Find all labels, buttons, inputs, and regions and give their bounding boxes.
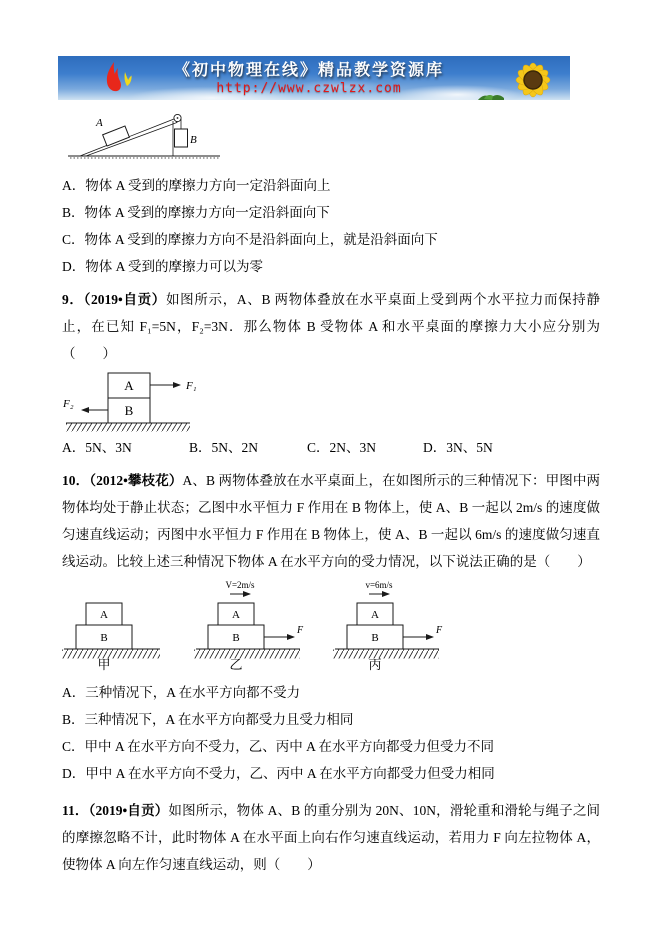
option-b: B．三种情况下，A 在水平方向都受力且受力相同 bbox=[62, 712, 354, 727]
diagram-yi bbox=[194, 579, 319, 671]
question-9-source: （2019•自贡） bbox=[83, 292, 166, 307]
block-b-label: B bbox=[100, 632, 108, 644]
question-10-figures bbox=[62, 579, 600, 671]
speed-label: v=6m/s bbox=[365, 580, 393, 590]
option-a: A．物体 A 受到的摩擦力方向一定沿斜面向上 bbox=[62, 178, 331, 193]
option-c: C．2N、3N bbox=[307, 440, 377, 455]
banner-url-link[interactable]: http://www.czwlzx.com bbox=[216, 80, 402, 96]
sunflower-icon bbox=[504, 60, 562, 100]
diagram-bing bbox=[333, 579, 458, 671]
question-10 bbox=[62, 467, 600, 575]
incline-figure bbox=[62, 106, 600, 166]
option-d: D．甲中 A 在水平方向不受力，乙、丙中 A 在水平方向都受力但受力相同 bbox=[62, 766, 495, 781]
diagram-jia bbox=[62, 579, 180, 671]
figure-label-yi: 乙 bbox=[229, 657, 243, 671]
question-10-options bbox=[62, 679, 600, 787]
option-d: D．物体 A 受到的摩擦力可以为零 bbox=[62, 259, 264, 274]
option-b: B．5N、2N bbox=[189, 440, 259, 455]
question-9-stem: 如图所示，A、B 两物体叠放在水平桌面上受到两个水平拉力而保持静止，在已知 F₁=5N，F₂=3N．那么物体 B 受物体 A 和水平桌面的摩擦力大小应分别为（ ） bbox=[62, 292, 600, 361]
option-a: A．三种情况下，A 在水平方向都不受力 bbox=[62, 685, 301, 700]
force-f-label: F bbox=[436, 625, 443, 636]
incline-pulley-diagram bbox=[62, 106, 252, 166]
question-9-number: 9． bbox=[62, 292, 84, 307]
stacked-blocks-forces-diagram bbox=[62, 367, 252, 433]
block-b-label: B bbox=[371, 632, 379, 644]
block-a-label: A bbox=[100, 609, 108, 621]
force-f2-label: F₂ bbox=[63, 398, 74, 410]
question-10-stem: A、B 两物体叠放在水平桌面上，在如图所示的三种情况下：甲图中两物体均处于静止状态；乙图中水平恒力 F 作用在 B 物体上，使 A、B 一起以 2m/s 的速度做匀速直线运动；丙图中水平恒力 F 作用在 B 物体上，使 A、B 一起以 6m/s 的速度做匀速直线运动。比较上述三种情况下物体 A 在水平方向的受力情况，以下说法正确的是（ ） bbox=[62, 473, 600, 569]
force-f1-label: F₁ bbox=[186, 380, 197, 392]
block-a-label: A bbox=[371, 609, 379, 621]
figure-label-bing: 丙 bbox=[368, 657, 382, 671]
force-f-label: F bbox=[297, 625, 304, 636]
question-11-source: （2019•自贡） bbox=[88, 803, 169, 818]
block-a-label: A bbox=[124, 378, 134, 393]
block-a-label: A bbox=[232, 609, 240, 621]
question-11 bbox=[62, 797, 600, 878]
option-c: C．物体 A 受到的摩擦力方向不是沿斜面向上，就是沿斜面向下 bbox=[62, 232, 438, 247]
question-9 bbox=[62, 286, 600, 367]
option-a: A．5N、3N bbox=[62, 440, 132, 455]
worksheet-content bbox=[62, 104, 600, 878]
stacked-blocks-figure bbox=[62, 367, 600, 433]
option-d: D．3N、5N bbox=[423, 440, 493, 455]
block-b-label: B bbox=[232, 632, 240, 644]
question-11-stem: 如图所示，物体 A、B 的重分别为 20N、10N，滑轮重和滑轮与绳子之间的摩擦忽略不计，此时物体 A 在水平面上向右作匀速直线运动，若用力 F 向左拉物体 A，使物体 A 向左作匀速直线运动，则（ ） bbox=[62, 803, 600, 872]
question-10-number: 10． bbox=[62, 473, 90, 488]
grass-icon bbox=[478, 86, 504, 100]
site-logo-icon bbox=[92, 58, 162, 100]
figure-label-jia: 甲 bbox=[97, 657, 111, 671]
block-b-label: B bbox=[124, 403, 134, 418]
prev-question-options bbox=[62, 172, 600, 280]
block-b-label: B bbox=[190, 134, 197, 146]
question-9-options bbox=[62, 435, 600, 461]
question-10-source: （2012•攀枝花） bbox=[89, 473, 183, 488]
banner-title: 《初中物理在线》精品教学资源库 bbox=[173, 61, 444, 79]
option-b: B．物体 A 受到的摩擦力方向一定沿斜面向下 bbox=[62, 205, 330, 220]
speed-label: V=2m/s bbox=[225, 580, 255, 590]
question-11-number: 11． bbox=[62, 803, 89, 818]
option-c: C．甲中 A 在水平方向不受力，乙、丙中 A 在水平方向都受力但受力不同 bbox=[62, 739, 495, 754]
block-a-label: A bbox=[96, 117, 103, 129]
site-banner bbox=[58, 56, 570, 100]
